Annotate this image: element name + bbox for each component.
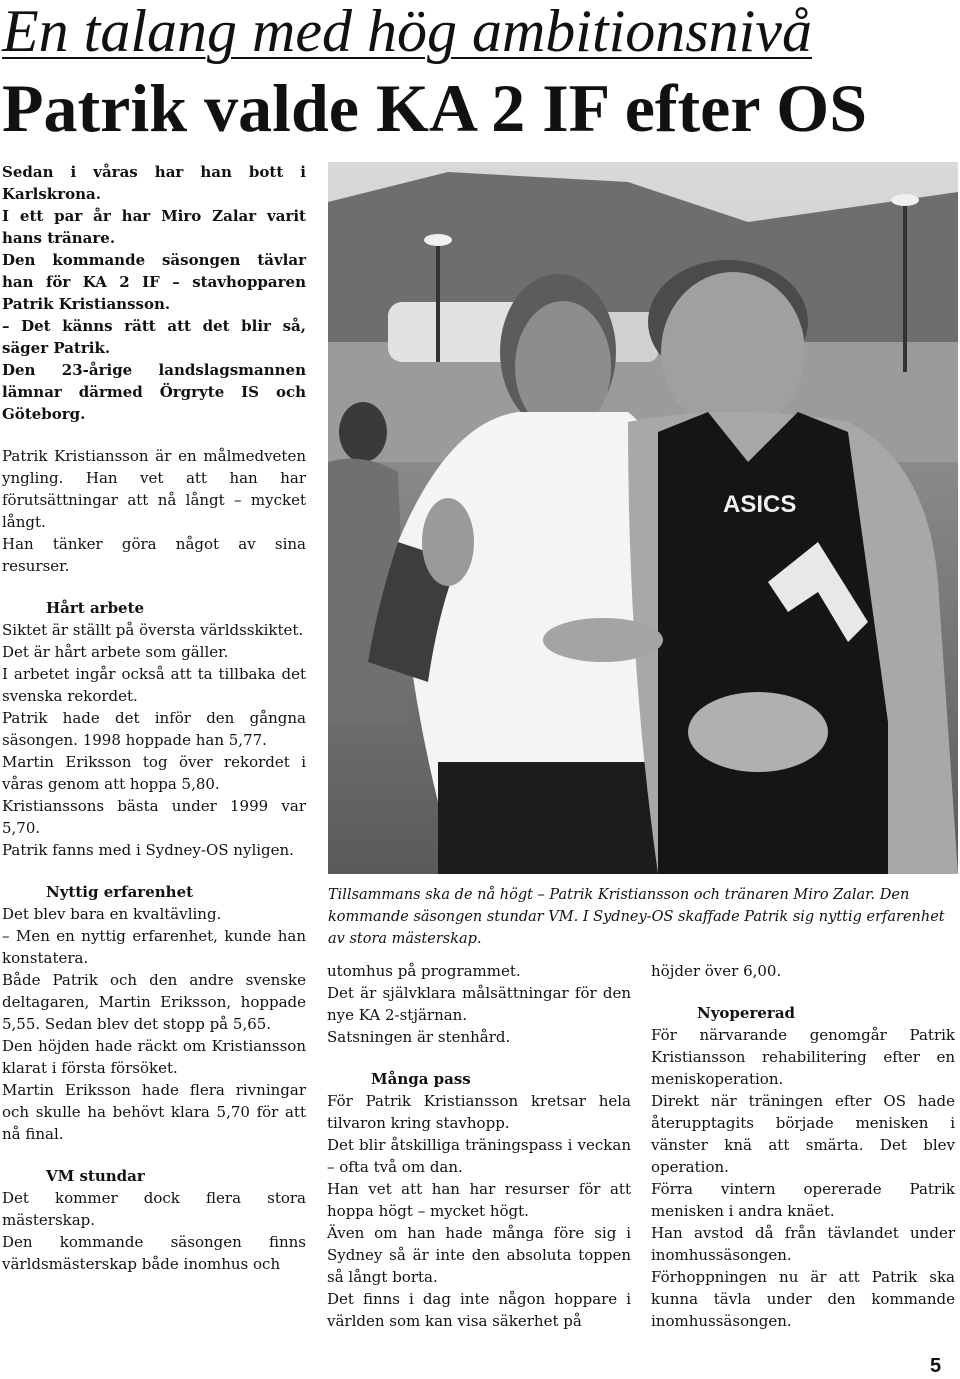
body-paragraph: För närvarande genomgår Patrik Kristiansson rehabilitering efter en meniskoperation. [651,1026,955,1088]
section-heading: Nyopererad [697,1004,796,1022]
photo-athlete-face [661,272,805,432]
body-paragraph: Förhoppningen nu är att Patrik ska kunna tävla under den kommande inomhussäsongen. [651,1268,955,1330]
article-kicker: En talang med hög ambitionsnivå [2,0,812,64]
photo-lamp [891,194,919,206]
intro-paragraph: Den 23-årige landslagsmannen lämnar därmed Örgryte IS och Göteborg. [2,361,306,423]
section-heading: Nyttig erfarenhet [46,883,194,901]
body-paragraph: Direkt när träningen efter OS hade återupptagits började menisken i vänster knä att smärta. Det blev operation. [651,1092,955,1176]
column-a [2,161,306,1275]
column-c [651,960,955,1332]
body-paragraph: Martin Eriksson tog över rekordet i våras genom att hoppa 5,80. [2,753,306,793]
section-heading: Hårt arbete [46,599,145,617]
body-paragraph: Den kommande säsongen finns världsmästerskap både inomhus och [2,1233,306,1273]
body-paragraph: Både Patrik och den andre svenske deltagaren, Martin Eriksson, hoppade 5,55. Sedan blev det stopp på 5,65. [2,971,306,1033]
body-paragraph: Det kommer dock flera stora mästerskap. [2,1189,306,1229]
body-paragraph: Kristianssons bästa under 1999 var 5,70. [2,797,306,837]
body-paragraph: Han tänker göra något av sina resurser. [2,535,306,575]
body-paragraph: – Men en nyttig erfarenhet, kunde han konstatera. [2,927,306,967]
photo-shirt-logo: ASICS [723,491,797,518]
body-paragraph: Även om han hade många före sig i Sydney så är inte den absoluta toppen så långt borta. [327,1224,631,1286]
intro-paragraph: – Det känns rätt att det blir så, säger Patrik. [2,317,306,357]
photo-illustration [328,162,958,874]
body-paragraph: Den höjden hade räckt om Kristiansson klarat i första försöket. [2,1037,306,1077]
body-paragraph: Det är hårt arbete som gäller. [2,643,229,661]
body-paragraph: För Patrik Kristiansson kretsar hela tilvaron kring stavhopp. [327,1092,631,1132]
body-paragraph: utomhus på programmet. [327,962,521,980]
intro-paragraph: Den kommande säsongen tävlar han för KA 2 IF – stavhopparen Patrik Kristiansson. [2,251,306,313]
body-paragraph: Förra vintern opererade Patrik menisken i andra knäet. [651,1180,955,1220]
body-paragraph: Patrik hade det inför den gångna säsongen. 1998 hoppade han 5,77. [2,709,306,749]
body-paragraph: I arbetet ingår också att ta tillbaka det svenska rekordet. [2,665,306,705]
body-paragraph: höjder över 6,00. [651,962,782,980]
photo-lamp [424,234,452,246]
column-b [327,960,631,1332]
section-heading: VM stundar [46,1167,145,1185]
body-paragraph: Det blir åtskilliga träningspass i veckan – ofta två om dan. [327,1136,631,1176]
body-paragraph: Han vet att han har resurser för att hoppa högt – mycket högt. [327,1180,631,1220]
intro-block [2,161,306,425]
photo-lamp-post [436,242,440,362]
photo-caption: Tillsammans ska de nå högt – Patrik Kristiansson och tränaren Miro Zalar. Den kommande säsongen stundar VM. I Sydney-OS skaffade Patrik sig nyttig erfarenhet av stora mästerskap. [328,887,945,947]
body-paragraph: Det finns i dag inte någon hoppare i världen som kan visa säkerhet på [327,1290,631,1330]
section-heading: Många pass [371,1070,471,1088]
article-photo [328,162,958,874]
body-paragraph: Martin Eriksson hade flera rivningar och skulle ha behövt klara 5,70 för att nå final. [2,1081,306,1143]
body-paragraph: Patrik Kristiansson är en målmedveten yngling. Han vet att han har förutsättningar att nå långt – mycket långt. [2,447,306,531]
body-paragraph: Det är självklara målsättningar för den nye KA 2-stjärnan. [327,984,631,1024]
photo-lamp-post [903,202,907,372]
intro-paragraph: Sedan i våras har han bott i Karlskrona. [2,163,306,203]
body-paragraph: Det blev bara en kvaltävling. [2,905,222,923]
photo-bystander-head [339,402,387,462]
intro-paragraph: I ett par år har Miro Zalar varit hans tränare. [2,207,306,247]
page-number: 5 [930,1355,942,1377]
photo-athlete-singlet [658,412,888,874]
body-paragraph: Patrik fanns med i Sydney-OS nyligen. [2,841,294,859]
photo-coach-hand [422,498,474,586]
body-paragraph: Satsningen är stenhård. [327,1028,511,1046]
article-headline: Patrik valde KA 2 IF efter OS [2,70,868,146]
body-paragraph: Siktet är ställt på översta världsskiktet. [2,621,304,639]
photo-coach-pointing-hand [543,618,663,662]
photo-athlete-arm [688,692,828,772]
body-paragraph: Han avstod då från tävlandet under inomhussäsongen. [651,1224,955,1264]
